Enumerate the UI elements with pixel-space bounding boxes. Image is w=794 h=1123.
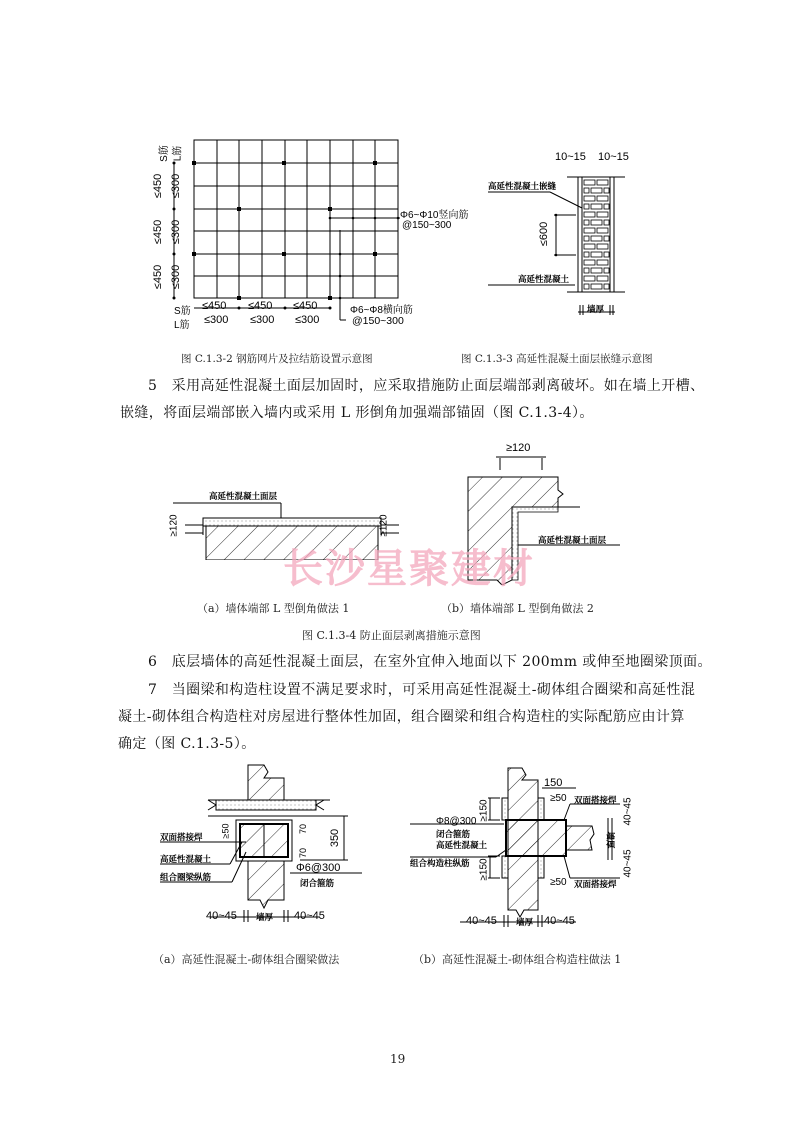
dim-right-top: 40~45 xyxy=(622,797,634,826)
dim-wall-b: 墙厚 xyxy=(516,918,534,928)
dim-bottom-70: 70 xyxy=(298,847,309,859)
vertical-bar-note-1: Φ6~Φ10竖向筋 xyxy=(400,210,469,221)
dim-lap-bottom: ≥50 xyxy=(550,877,567,888)
spacing-dim: ≤600 xyxy=(538,221,551,247)
wall-thickness-label: 墙厚 xyxy=(587,305,605,315)
figure-c135a xyxy=(150,760,380,940)
paragraph-7-line-2: 凝土-砌体组合构造柱对房屋进行整体性加固，组合圈梁和组合构造柱的实际配筋应由计算 xyxy=(118,709,685,725)
label-closed-stirrup: 闭合箍筋 xyxy=(300,879,335,889)
bottom-dim-s-2: ≤450 xyxy=(248,300,273,312)
masonry-joint-diagram xyxy=(470,140,650,330)
joint-label: 高延性混凝土嵌缝 xyxy=(488,182,557,192)
left-dim-l-2: ≤300 xyxy=(170,219,183,245)
caption-c133: 图 C.1.3-3 高延性混凝土面层嵌缝示意图 xyxy=(461,353,653,365)
dim-stirrup: Φ6@300 xyxy=(296,862,341,874)
paragraph-5-line-1: 5 采用高延性混凝土面层加固时，应采取措施防止面层端部剥离破坏。如在墙上开槽、 xyxy=(148,378,705,394)
bottom-label-s: S筋 xyxy=(174,306,191,317)
paragraph-5-line-2: 嵌缝，将面层端部嵌入墙内或采用 L 形倒角加强端部锚固（图 C.1.3-4）。 xyxy=(120,405,594,421)
dim-left-40-45-b: 40~45 xyxy=(466,915,497,927)
label-hdc: 高延性混凝土 xyxy=(160,855,212,865)
bottom-label-l: L筋 xyxy=(174,320,190,331)
paragraph-7-line-3: 确定（图 C.1.3-5）。 xyxy=(118,736,256,752)
bottom-dim-l-3: ≤300 xyxy=(295,314,320,326)
dim-350: 350 xyxy=(329,828,342,848)
left-dim-l-1: ≤300 xyxy=(170,173,183,199)
label-stirrup-spec: Φ8@300 xyxy=(436,816,477,827)
label-hdc-b: 高延性混凝土 xyxy=(436,841,488,851)
label-double-weld: 双面搭接焊 xyxy=(160,833,203,843)
page-number: 19 xyxy=(390,1052,406,1066)
label-weld-top: 双面搭接焊 xyxy=(574,796,617,806)
figure-c135b xyxy=(400,760,650,940)
watermark: 长沙星聚建材 xyxy=(283,546,535,592)
dim-150-top: 150 xyxy=(544,777,563,789)
caption-c135a: （a）高延性混凝土-砌体组合圈梁做法 xyxy=(153,953,340,966)
figure-c133 xyxy=(470,140,650,330)
paragraph-7-line-1: 7 当圈梁和构造柱设置不满足要求时，可采用高延性混凝土-砌体组合圈梁和高延性混 xyxy=(148,682,696,698)
dim-lap: ≥50 xyxy=(220,823,231,839)
dim-wall-vertical: 墙厚 xyxy=(604,831,615,849)
label-weld-bottom: 双面搭接焊 xyxy=(574,880,617,890)
left-label-l: L筋 xyxy=(172,145,184,162)
dim-right-40-45-b: 40~45 xyxy=(544,915,575,927)
dim-up-150: ≥150 xyxy=(478,799,490,822)
vertical-bar-note-2: @150~300 xyxy=(402,220,452,231)
bottom-dim-l-2: ≤300 xyxy=(250,314,275,326)
dim-lap-top: ≥50 xyxy=(550,793,567,804)
caption-c134a: （a）墙体端部 L 型倒角做法 1 xyxy=(197,602,350,615)
left-dim-s-2: ≤450 xyxy=(152,219,165,245)
left-dim-l-3: ≤300 xyxy=(170,264,183,290)
figure-c132 xyxy=(150,130,469,340)
bottom-dim-s-1: ≤450 xyxy=(202,300,227,312)
dim-down-150: ≥150 xyxy=(478,858,490,881)
caption-c134b: （b）墙体端部 L 型倒角做法 2 xyxy=(441,602,594,615)
bottom-dim-s-3: ≤450 xyxy=(293,300,318,312)
label-ring-beam-rebar: 组合圈梁纵筋 xyxy=(160,873,212,883)
label-closed-stirrup-b: 闭合箍筋 xyxy=(436,830,471,840)
left-label-s: S筋 xyxy=(158,145,170,162)
left-dim-s-1: ≤450 xyxy=(152,173,165,199)
layer-label: 高延性混凝土 xyxy=(518,275,570,285)
dim-right-40-45: 40~45 xyxy=(294,910,325,922)
dim-right-bottom: 40~45 xyxy=(622,849,634,878)
left-dim-s-3: ≤450 xyxy=(152,264,165,290)
caption-c135b: （b）高延性混凝土-砌体组合构造柱做法 1 xyxy=(413,953,622,966)
label-column-rebar: 组合构造柱纵筋 xyxy=(410,859,470,869)
caption-c132: 图 C.1.3-2 钢筋网片及拉结筋设置示意图 xyxy=(181,353,373,365)
horizontal-bar-note-1: Φ6~Φ8横向筋 xyxy=(350,305,413,316)
bottom-dim-l-1: ≤300 xyxy=(204,314,229,326)
dim-left-40-45: 40~45 xyxy=(206,910,237,922)
caption-c134: 图 C.1.3-4 防止面层剥离措施示意图 xyxy=(302,629,481,642)
paragraph-6-line-1: 6 底层墙体的高延性混凝土面层，在室外宜伸入地面以下 200mm 或伸至地圈梁顶面。 xyxy=(148,654,712,670)
layer-label-b: 高延性混凝土面层 xyxy=(538,536,607,546)
dim-wall: 墙厚 xyxy=(256,913,274,923)
layer-label-a: 高延性混凝土面层 xyxy=(209,492,278,502)
dim-left-a: ≥120 xyxy=(168,514,180,537)
horizontal-bar-note-2: @150~300 xyxy=(352,315,404,327)
top-dim-left: 10~15 xyxy=(555,151,586,163)
dim-right-a: ≥120 xyxy=(378,514,390,537)
dim-top-70: 70 xyxy=(298,823,309,835)
top-dim-right: 10~15 xyxy=(598,151,629,163)
dim-top-b: ≥120 xyxy=(506,442,531,454)
